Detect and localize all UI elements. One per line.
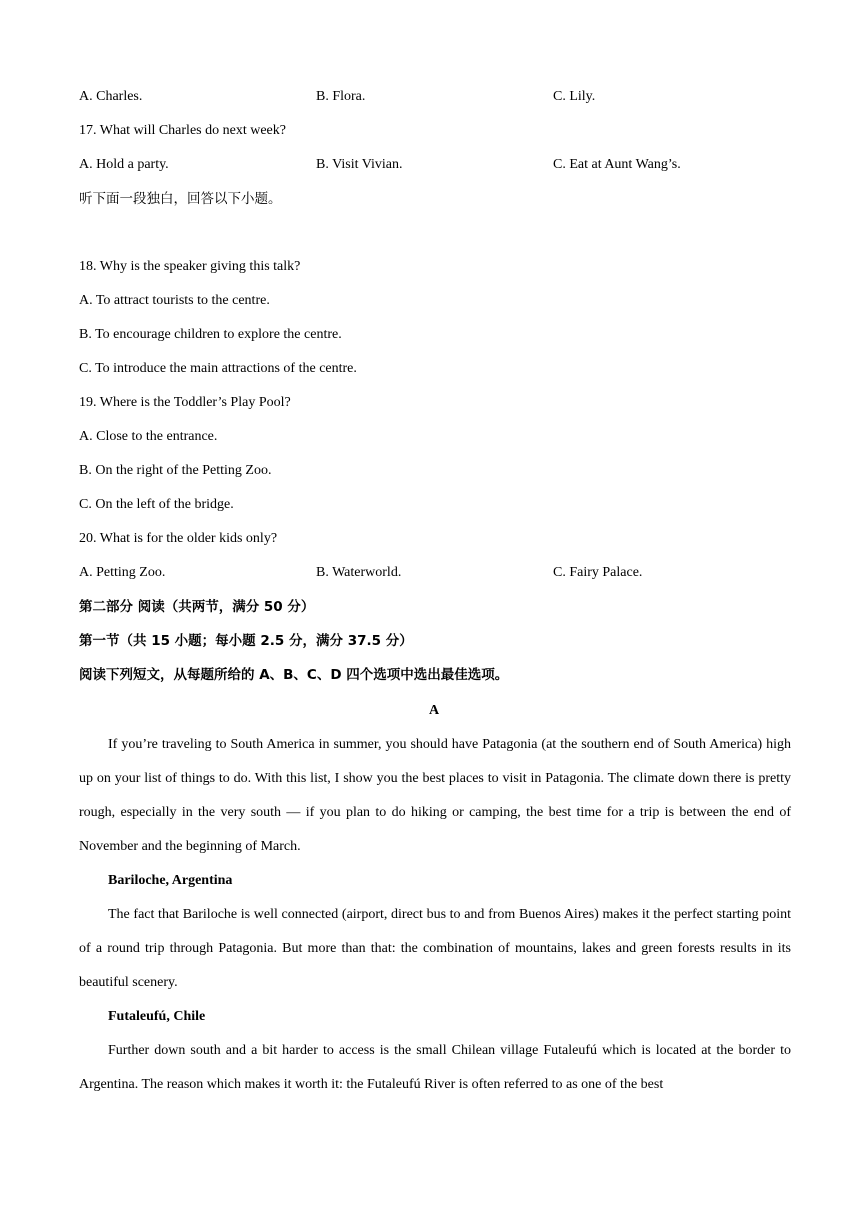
place1-paragraph-text: The fact that Bariloche is well connected (airport, direct bus to and from Buenos Aires) makes it the perfect starting point of a round trip through Patagonia. But more than that: the combination of mountains, lakes and green forests results in its beautiful scenery. — [79, 907, 791, 990]
q19-option-c: C. On the left of the bridge. — [79, 497, 234, 512]
q20-option-b: B. Waterworld. — [316, 565, 402, 580]
q20-question: 20. What is for the older kids only? — [79, 531, 278, 546]
q18-option-b: B. To encourage children to explore the centre. — [79, 327, 342, 342]
part-title: 第二部分 阅读（共两节，满分 50 分） — [79, 599, 315, 615]
q18-question: 18. Why is the speaker giving this talk? — [79, 259, 301, 274]
q19-question: 19. Where is the Toddler’s Play Pool? — [79, 395, 291, 410]
q16-option-b: B. Flora. — [316, 89, 366, 104]
passage-label: A — [428, 703, 440, 718]
q17-option-b: B. Visit Vivian. — [316, 157, 403, 172]
q20-option-c: C. Fairy Palace. — [553, 565, 643, 580]
reading-instruction: 阅读下列短文，从每题所给的 A、B、C、D 四个选项中选出最佳选项。 — [79, 667, 509, 683]
q20-option-a: A. Petting Zoo. — [79, 565, 166, 580]
q19-option-b: B. On the right of the Petting Zoo. — [79, 463, 272, 478]
q17-question: 17. What will Charles do next week? — [79, 123, 286, 138]
monologue-instruction: 听下面一段独白，回答以下小题。 — [79, 191, 282, 207]
place1-heading: Bariloche, Argentina — [108, 873, 233, 888]
q17-option-c: C. Eat at Aunt Wang’s. — [553, 157, 681, 172]
q19-option-a: A. Close to the entrance. — [79, 429, 218, 444]
place2-heading: Futaleufú, Chile — [108, 1009, 206, 1024]
place1-paragraph — [79, 898, 791, 1000]
intro-paragraph-text: If you’re traveling to South America in summer, you should have Patagonia (at the southern end of South America) high up on your list of things to do. With this list, I show you the best places to visit in Patagonia. The climate down there is pretty rough, especially in the very south — if you plan to do hiking or camping, the best time for a trip is between the end of November and the beginning of March. — [79, 737, 791, 854]
q17-option-a: A. Hold a party. — [79, 157, 169, 172]
q16-option-c: C. Lily. — [553, 89, 596, 104]
q18-option-a: A. To attract tourists to the centre. — [79, 293, 270, 308]
intro-paragraph — [79, 728, 791, 864]
place2-paragraph — [79, 1034, 791, 1102]
q18-option-c: C. To introduce the main attractions of the centre. — [79, 361, 357, 376]
place2-paragraph-text: Further down south and a bit harder to access is the small Chilean village Futaleufú which is located at the border to Argentina. The reason which makes it worth it: the Futaleufú River is often referred to as one of the best — [79, 1043, 791, 1092]
q16-option-a: A. Charles. — [79, 89, 143, 104]
section-title: 第一节（共 15 小题；每小题 2.5 分，满分 37.5 分） — [79, 633, 413, 649]
